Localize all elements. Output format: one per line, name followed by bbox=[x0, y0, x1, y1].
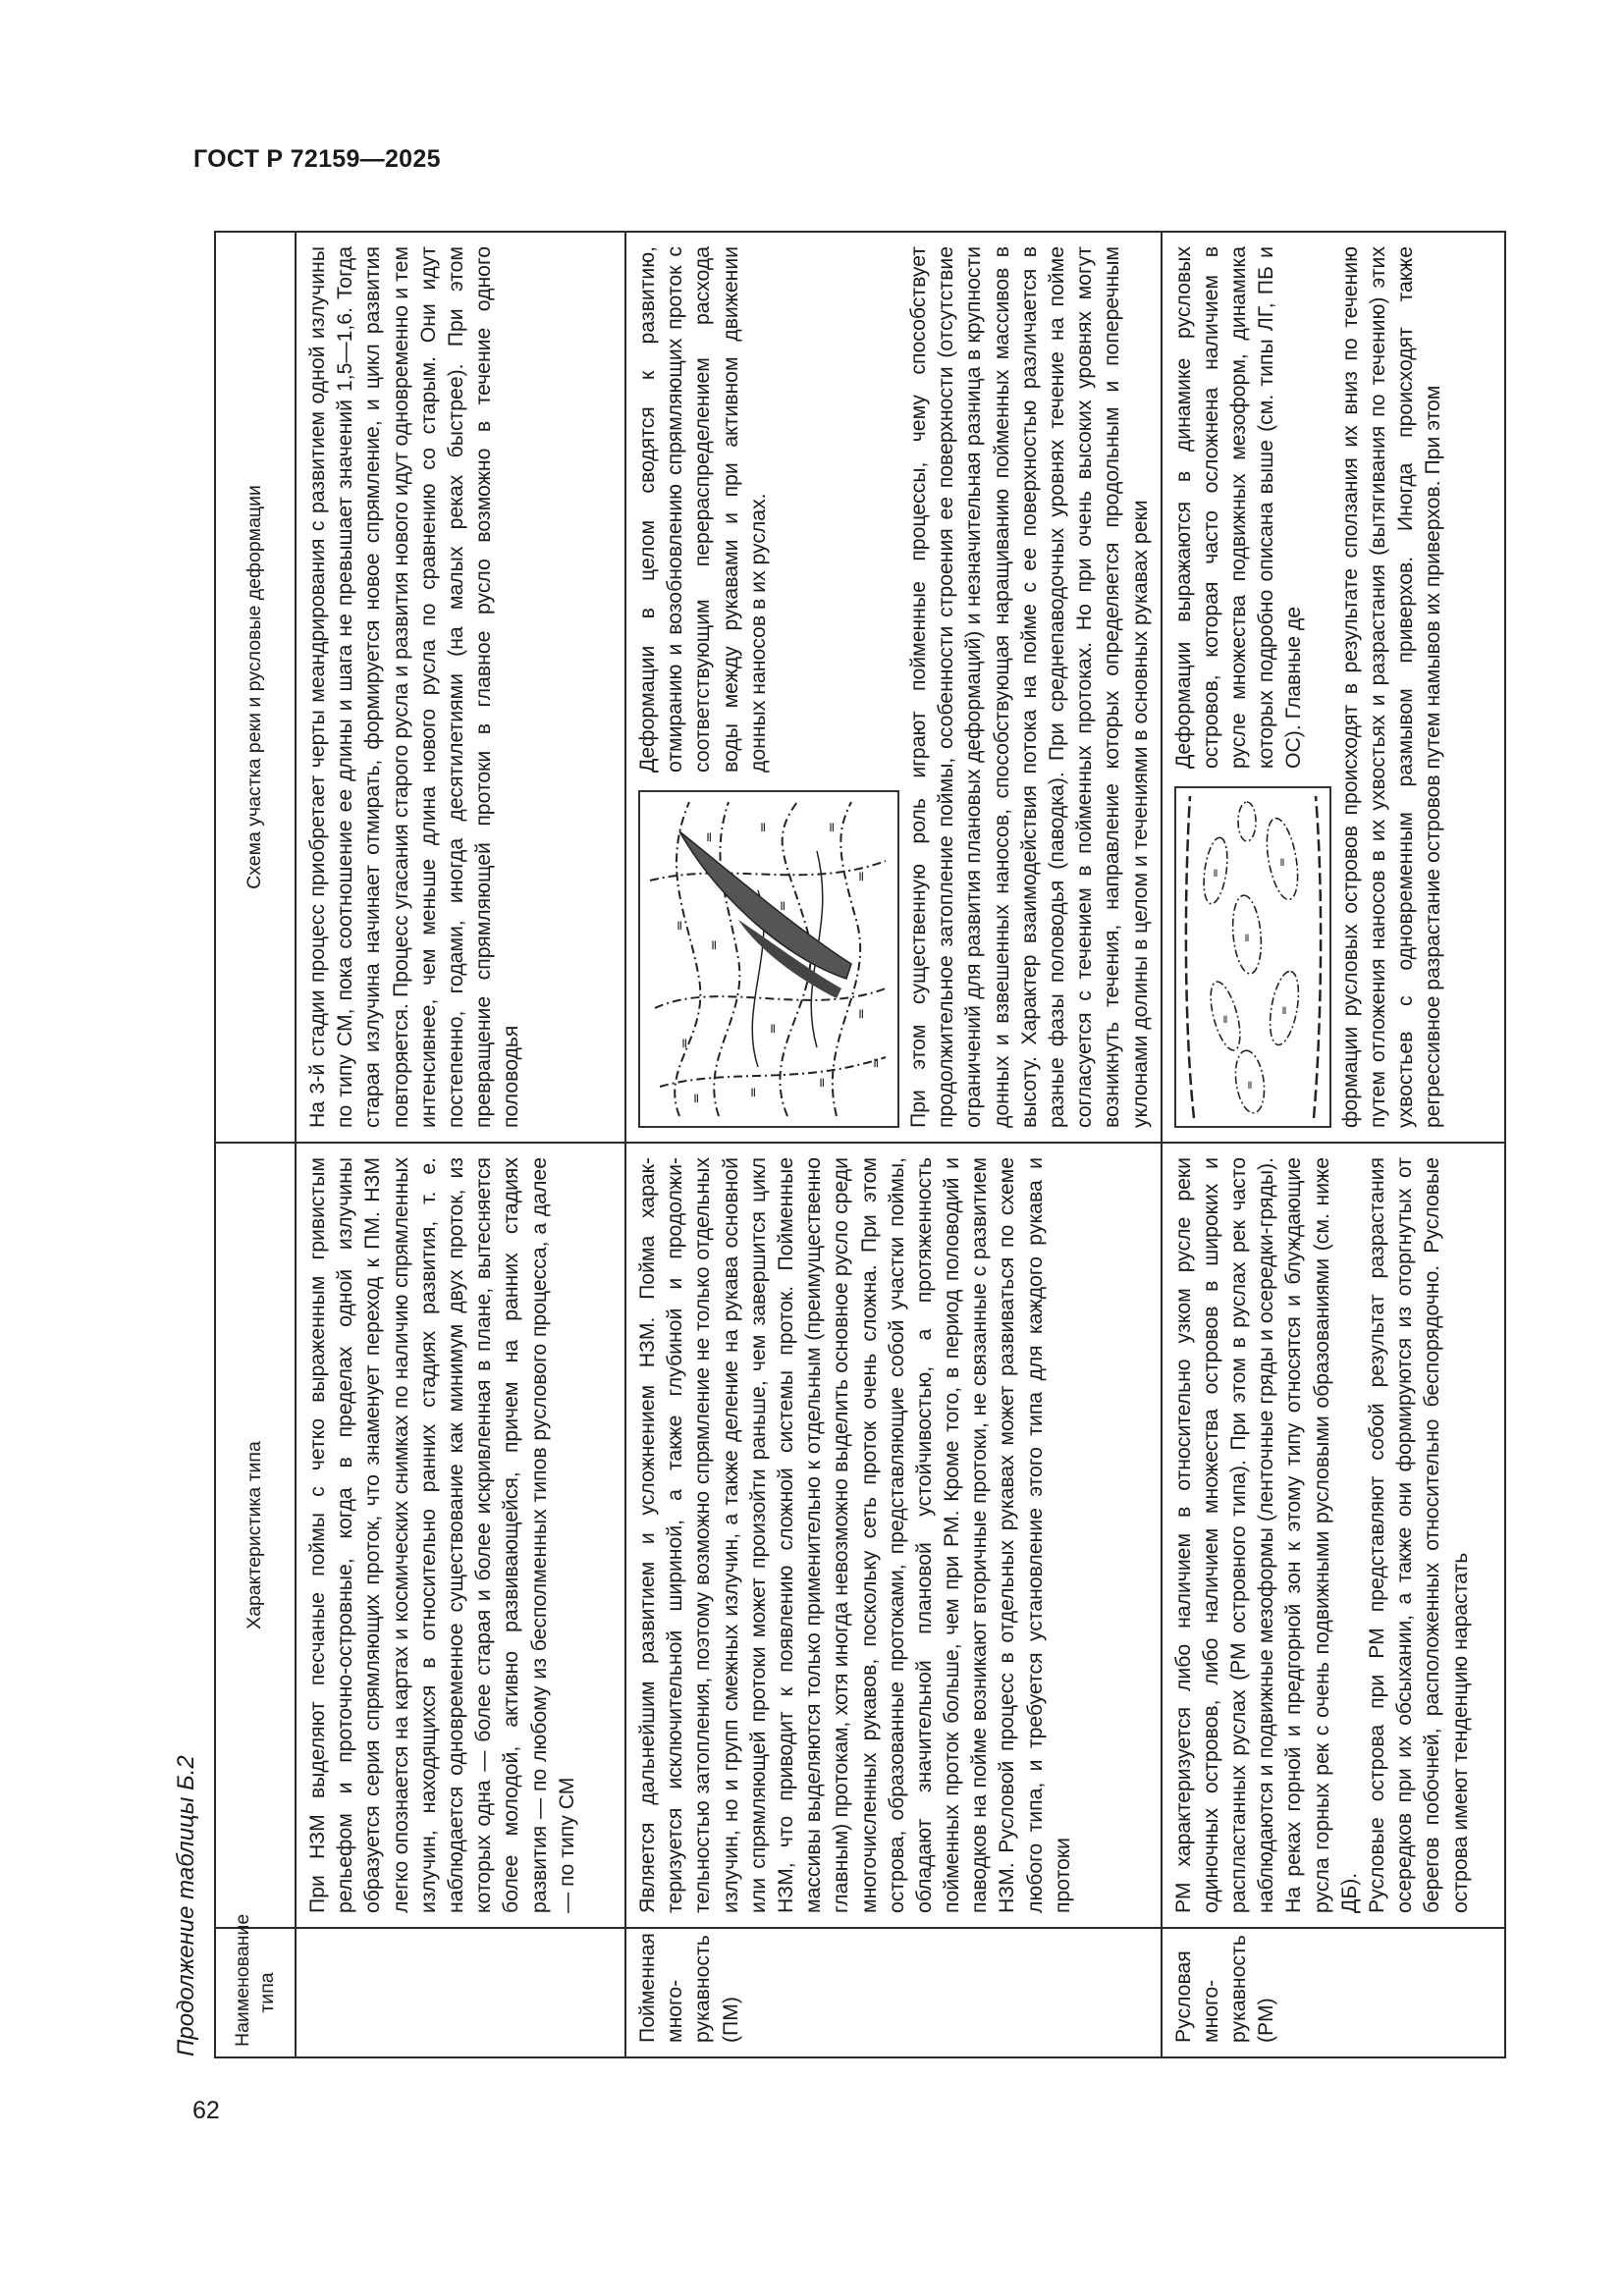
table-row bbox=[625, 232, 1162, 2057]
row3-scheme bbox=[1162, 232, 1505, 1143]
row2-type-name: Пойменная многорукавность (ПМ) bbox=[625, 1928, 1162, 2057]
svg-text:═: ═ bbox=[854, 1009, 870, 1018]
header-scheme: Схема участка реки и русловые деформации bbox=[215, 232, 296, 1143]
svg-text:═: ═ bbox=[766, 1024, 782, 1033]
svg-text:═: ═ bbox=[1208, 869, 1222, 877]
svg-text:═: ═ bbox=[756, 823, 772, 831]
landscape-page bbox=[173, 223, 1489, 2078]
header-characteristic: Характеристика типа bbox=[215, 1143, 296, 1928]
svg-text:═: ═ bbox=[689, 1094, 705, 1102]
floodplain-multichannel-diagram bbox=[638, 790, 899, 1128]
svg-text:═: ═ bbox=[776, 901, 791, 910]
svg-text:═: ═ bbox=[1242, 1081, 1257, 1089]
row2-scheme-text-below: При этом существенную роль играют пойменные процессы, чему способствует продолжительное затопление поймы, особенности строения ее поверхности (отсутствие ограничений для развития плановых деформаций) и незначительная разница в крупности донных и взвешенных наносов, способствующая наращиванию пойменных массивов в высоту. Характер взаимодействия потока на пойме с ее поверхностью различается в разные фазы половодья (паводка). При среднепаводочных уровнях течение на пойме согласуется с течением в пойменных протоках. Но при очень высоких уровнях могут возникнуть течения, направление которых определяется продольным и поперечным уклонами долины в целом и течениями в основных рукавах реки bbox=[907, 246, 1152, 1128]
svg-text:═: ═ bbox=[702, 832, 718, 841]
svg-text:═: ═ bbox=[815, 1078, 831, 1087]
table-row bbox=[1162, 232, 1505, 2057]
row3-characteristic-p2: Русловые острова при РМ представляют собой результат разрастания осередков при их обсыхании, а также они формируются из оторгнутых от берегов побочней, расположенных относительно беспорядочно. Русловые острова имеют тенденцию нарастать bbox=[1366, 1157, 1472, 1913]
river-types-table bbox=[214, 231, 1506, 2058]
svg-text:═: ═ bbox=[825, 823, 840, 831]
standard-header: ГОСТ Р 72159—2025 bbox=[193, 145, 441, 173]
table-caption: Продолжение таблицы Б.2 bbox=[173, 1755, 199, 2056]
row3-characteristic-p1: РМ характеризуется либо наличием в относительно узком русле реки одиночных островов, либо наличием множества островов в широких и распластанных руслах (РМ островного типа). При этом в руслах рек часто наблюдаются и подвижные мезоформы (ленточные гряды и осередки-гряды). На реках горной и предгорной зон к этому типу относятся и блуждающие русла горных рек с очень подвижными русловыми образованиями (см. ниже ДБ). bbox=[1171, 1157, 1361, 1913]
svg-text:═: ═ bbox=[854, 872, 870, 881]
svg-text:═: ═ bbox=[1239, 934, 1254, 941]
row3-scheme-text-below: формации русловых островов происходят в результате сползания их вниз по течению путем отложения наносов в их ухвостьях и разрастания (вытягивания по течению) этих ухвостьев с одновременным размывом приверхов. Иногда происходят также регрессивное разрастание островов путем намывов их приверхов. При этом bbox=[1338, 246, 1445, 1128]
row1-characteristic: При НЗМ выделяют песчаные поймы с четко выраженным гривистым рельефом и проточно-островные, когда в пределах одной излучины образуется серия спрямляющих проток, что знаменует переход к ПМ. НЗМ легко опознается на картах и космических снимках по наличию спрямленных излучин, находящихся в относительно ранних стадиях развития, т. е. наблюдается одновременное существование как минимум двух проток, из которых одна — более старая и более искривленная в плане, вытесняется более молодой, активно развивающейся, причем на ранних стадиях развития — по любому из бесполменных типов руслового процесса, а далее — по типу СМ bbox=[296, 1143, 625, 1928]
svg-text:═: ═ bbox=[677, 1039, 693, 1047]
row1-scheme-text: На 3-й стадии процесс приобретает черты меандрирования с развитием одной излучины по типу СМ, пока соотношение ее длины и шага не превышает значений 1,5—1,6. Тогда старая излучина начинает отмирать, формируется новое спрямление, и цикл развития повторяется. Процесс угасания старого русла и развития нового идут одновременно и тем интенсивнее, чем меньше длина нового русла по сравнению со старым. Они идут постепенно, годами, иногда десятилетиями (на малых реках быстрее). При этом превращение спрямляющей протоки в главное русло возможно в течение одного половодья bbox=[296, 232, 625, 1143]
svg-text:═: ═ bbox=[1274, 858, 1289, 866]
row1-type-name bbox=[296, 1928, 625, 2057]
svg-text:═: ═ bbox=[707, 940, 723, 949]
svg-text:═: ═ bbox=[1218, 1015, 1232, 1023]
row3-characteristic bbox=[1162, 1143, 1505, 1928]
row2-scheme bbox=[625, 232, 1162, 1143]
svg-text:═: ═ bbox=[869, 1058, 885, 1067]
svg-text:═: ═ bbox=[673, 921, 688, 930]
row2-characteristic: Является дальнейшим развитием и усложнением НЗМ. Пойма характеризуется исключительной шириной, а также глубиной и продолжительностью затопления, поэтому возможно спрямление не только отдельных излучин, но и групп смежных излучин, а также деление на рукава основной или спрямляющей протоки может произойти раньше, чем завершится цикл НЗМ, что приводит к появлению сложной системы проток. Пойменные массивы выделяются только применительно к отдельным (преимущественно главным) протокам, хотя иногда невозможно выделить основное русло среди многочисленных рукавов, поскольку сеть проток очень сложна. При этом острова, образованные протоками, представляющие собой участки поймы, обладают значительной плановой устойчивостью, а протяженность пойменных проток больше, чем при РМ. Кроме того, в период половодий и паводков на пойме возникают вторичные протоки, не связанные с развитием НЗМ. Русловой процесс в отдельных рукавах может развиваться по схеме любого типа, и требуется установление этого типа для каждого рукава и протоки bbox=[625, 1143, 1162, 1928]
row3-scheme-text-right: Деформации выражаются в динамике русловых островов, которая часто осложнена наличием в русле множества подвижных мезоформ, динамика которых подробно описана выше (см. типы ЛГ, ПБ и ОС). Главные де bbox=[1171, 246, 1306, 769]
header-type-name: Наименование типа bbox=[215, 1928, 296, 2057]
table-row bbox=[296, 232, 625, 2057]
page-number: 62 bbox=[192, 2097, 220, 2124]
svg-text:═: ═ bbox=[1276, 1006, 1291, 1014]
row2-scheme-text-right: Деформации в целом сводятся к развитию, отмиранию и возобновлению спрямляющих проток с соответствующим перераспределением расхода воды между рукавами и при активном движении донных наносов в их руслах. bbox=[636, 246, 770, 773]
rotated-table-region bbox=[173, 223, 1489, 2078]
table-header-row bbox=[215, 232, 296, 2057]
channel-multichannel-diagram bbox=[1174, 786, 1331, 1128]
svg-text:═: ═ bbox=[746, 1088, 762, 1096]
row3-type-name: Русловая многорукавность (РМ) bbox=[1162, 1928, 1505, 2057]
